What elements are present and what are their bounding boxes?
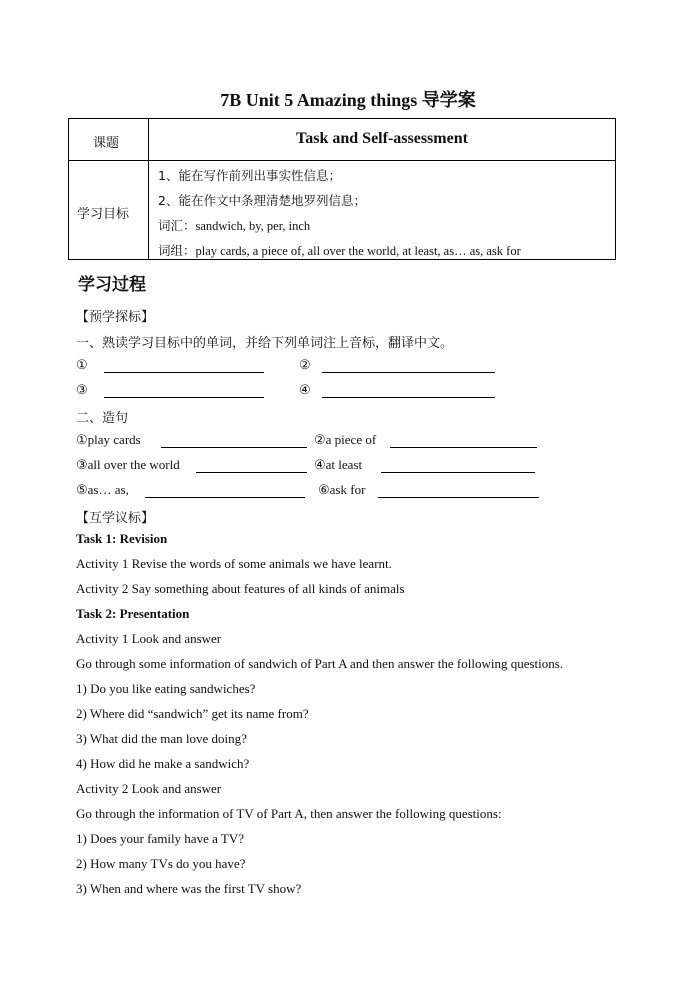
question-a2: 2) Where did “sandwich” get its name from? [76,706,309,721]
topic-value: Task and Self-assessment [296,130,468,147]
blank-number-2: ② [299,357,311,372]
sentence-blank-5[interactable] [145,497,305,498]
sentence-blank-1[interactable] [161,447,307,448]
part1-instruction: 一、熟读学习目标中的单词，并给下列单词注上音标，翻译中文。 [76,336,454,351]
blank-number-3: ③ [76,382,88,397]
task2-activity1: Activity 1 Look and answer [76,631,222,646]
phrase-5: ⑤as… as, [76,482,129,497]
mutual-heading: 【互学议标】 [76,511,155,526]
task1-activity1: Activity 1 Revise the words of some animals we have learnt. [76,556,392,571]
question-b3: 3) When and where was the first TV show? [76,881,302,896]
question-a4: 4) How did he make a sandwich? [76,756,250,771]
topic-label: 课题 [93,136,120,151]
part2-heading: 二、造句 [76,411,129,426]
task2-activity1-instruction: Go through some information of sandwich of Part A and then answer the following questions. [76,656,564,671]
goal-phrases: 词组：play cards, a piece of, all over the world, at least, as… as, ask for [158,244,521,258]
phrase-2: ②a piece of [314,432,377,447]
blank-number-4: ④ [299,382,311,397]
sentence-blank-4[interactable] [381,472,535,473]
task1-title: Task 1: Revision [76,531,168,546]
question-b2: 2) How many TVs do you have? [76,856,246,871]
goals-label: 学习目标 [77,207,130,222]
phrase-4: ④at least [314,457,363,472]
preview-heading: 【预学探标】 [76,310,155,325]
sentence-blank-2[interactable] [390,447,537,448]
process-title: 学习过程 [78,275,146,295]
question-a3: 3) What did the man love doing? [76,731,247,746]
question-a1: 1) Do you like eating sandwiches? [76,681,256,696]
task2-title: Task 2: Presentation [76,606,190,621]
answer-blank-1[interactable] [104,372,264,373]
answer-blank-4[interactable] [322,397,495,398]
phrase-3: ③all over the world [76,457,180,472]
goal-line-1: 1、能在写作前列出事实性信息； [158,168,341,183]
task2-activity2: Activity 2 Look and answer [76,781,222,796]
table-divider-horizontal [69,160,615,161]
sentence-blank-3[interactable] [196,472,307,473]
document-title: 7B Unit 5 Amazing things 导学案 [220,90,476,110]
task1-activity2: Activity 2 Say something about features of all kinds of animals [76,581,405,596]
question-b1: 1) Does your family have a TV? [76,831,244,846]
blank-number-1: ① [76,357,88,372]
goal-line-2: 2、能在作文中条理清楚地罗列信息； [158,193,366,208]
phrase-1: ①play cards [76,432,141,447]
info-table [68,118,616,260]
task2-activity2-instruction: Go through the information of TV of Part A, then answer the following questions: [76,806,502,821]
goal-vocabulary: 词汇：sandwich, by, per, inch [158,219,311,233]
sentence-blank-6[interactable] [378,497,539,498]
answer-blank-2[interactable] [322,372,495,373]
phrase-6: ⑥ask for [318,482,366,497]
answer-blank-3[interactable] [104,397,264,398]
